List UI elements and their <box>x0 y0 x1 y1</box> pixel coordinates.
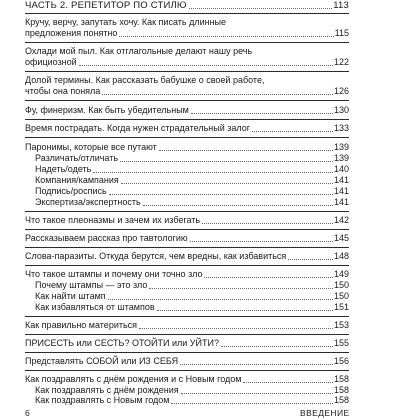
leader-dots <box>189 8 333 9</box>
leader-dots <box>159 150 333 151</box>
leader-dots <box>108 299 333 300</box>
toc-entry-label: Что такое штампы и почему они точно зло <box>25 269 203 279</box>
toc-entry-label-cont: предложения понятно <box>25 28 118 38</box>
running-footer: ВВЕДЕНИЕ <box>300 408 350 418</box>
toc-entry-label: Кручу, верчу, запутать хочу. Как писать длинные <box>25 17 227 27</box>
toc-entry-label: Рассказываем рассказ про тавтологию <box>25 233 188 243</box>
toc-page-number: 141 <box>333 197 349 207</box>
toc-page-number: 151 <box>333 302 349 312</box>
toc-entry-label: Как поздравлять с днём рождения и с Новым годом <box>25 374 242 384</box>
entry-divider <box>25 316 349 317</box>
toc-page-number: 145 <box>333 233 349 243</box>
page-number: 6 <box>25 408 30 418</box>
leader-dots <box>288 259 333 260</box>
leader-dots <box>221 346 333 347</box>
toc-entry-label: Слова-паразиты. Откуда берутся, чем вредны, как избавиться <box>25 251 287 261</box>
leader-dots <box>190 241 333 242</box>
leader-dots <box>121 183 333 184</box>
entry-divider <box>25 352 349 353</box>
entry-divider <box>25 42 349 43</box>
leader-dots <box>120 161 333 162</box>
toc-entry-label: Как правильно материться <box>25 320 138 330</box>
toc-entry-label: Надеть/одеть <box>35 164 92 174</box>
toc-entry <box>25 320 349 331</box>
toc-entry <box>25 142 349 153</box>
toc-entry <box>25 123 349 134</box>
toc-subentry <box>25 395 349 406</box>
leader-dots <box>102 94 333 95</box>
toc-page-number: 126 <box>333 86 349 96</box>
toc-page-number: 148 <box>333 251 349 261</box>
toc-entry <box>25 75 349 97</box>
toc-entry-label: Охлади мой пыл. Как отглагольные делают нашу речь <box>25 46 253 56</box>
toc-page-number: 155 <box>333 338 349 348</box>
toc-page-number: 150 <box>333 280 349 290</box>
toc-entry-label: Время пострадать. Когда нужен страдательный залог <box>25 123 251 133</box>
toc-page-number: 141 <box>333 175 349 185</box>
toc-page-number: 139 <box>333 142 349 152</box>
leader-dots <box>143 205 333 206</box>
leader-dots <box>181 393 333 394</box>
toc-entry <box>25 251 349 262</box>
toc-subentry <box>25 197 349 208</box>
toc-subentry <box>25 280 349 291</box>
toc-entry <box>25 374 349 385</box>
toc-entry-label: Как избавляться от штампов <box>35 302 155 312</box>
leader-dots <box>109 194 333 195</box>
entry-divider <box>25 71 349 72</box>
leader-dots <box>204 277 333 278</box>
toc-page-number: 115 <box>334 28 349 38</box>
toc-entry <box>25 233 349 244</box>
toc-page-number: 153 <box>333 320 349 330</box>
toc-page-number: 141 <box>333 186 349 196</box>
toc-entry <box>25 46 349 68</box>
toc-entry-label: Что такое плеоназмы и зачем их избегать <box>25 215 201 225</box>
toc-subentry <box>25 302 349 313</box>
toc-page-number: 158 <box>333 385 349 395</box>
toc-page-number: 156 <box>333 356 349 366</box>
toc-entry-label: Различать/отличать <box>35 153 119 163</box>
entry-divider <box>25 211 349 212</box>
toc-entry-label: Почему штампы — это зло <box>35 280 148 290</box>
toc-subentry <box>25 164 349 175</box>
toc-entry <box>25 105 349 116</box>
toc-subentry <box>25 175 349 186</box>
toc-entry-label: Долой термины. Как рассказать бабушке о своей работе, <box>25 75 265 85</box>
leader-dots <box>139 328 333 329</box>
leader-dots <box>171 403 333 404</box>
entry-divider <box>25 247 349 248</box>
entry-divider <box>25 334 349 335</box>
entry-divider <box>25 137 349 138</box>
toc-entry-label: Фу, финеризм. Как быть убедительным <box>25 105 189 115</box>
leader-dots <box>252 131 333 132</box>
toc-page-number: 142 <box>333 215 349 225</box>
toc-page-number: 130 <box>333 105 349 115</box>
toc-entry-label: Представлять СОБОЙ или ИЗ СЕБЯ <box>25 356 179 366</box>
toc-page-number: 158 <box>333 395 349 405</box>
toc-entry <box>25 269 349 280</box>
toc-page-number: 158 <box>333 374 349 384</box>
toc-entry-label-cont: официозной <box>25 57 77 67</box>
toc-page-number: 133 <box>333 123 349 133</box>
leader-dots <box>119 36 333 37</box>
toc-entry-label: Паронимы, которые все путают <box>25 142 157 152</box>
entry-divider <box>25 119 349 120</box>
toc-page-number: 113 <box>333 0 349 11</box>
toc-page-number: 150 <box>333 291 349 301</box>
toc-chapter-label: ЧАСТЬ 2. РЕПЕТИТОР ПО СТИЛЮ <box>25 0 187 11</box>
leader-dots <box>180 364 333 365</box>
toc-subentry <box>25 153 349 164</box>
chapter-divider <box>25 13 349 14</box>
leader-dots <box>191 113 333 114</box>
entry-divider <box>25 370 349 371</box>
toc-entry <box>25 215 349 226</box>
leader-dots <box>149 288 333 289</box>
leader-dots <box>243 382 333 383</box>
toc-entry <box>25 17 349 39</box>
toc-page-number: 139 <box>333 153 349 163</box>
toc-entry-label: Как поздравлять с Новым годом <box>35 395 170 405</box>
leader-dots <box>157 310 333 311</box>
toc-entry-label: Компания/кампания <box>35 175 119 185</box>
toc-subentry <box>25 291 349 302</box>
toc-entry-label: Как найти штамп <box>35 291 106 301</box>
toc-entry-label: Подпись/роспись <box>35 186 107 196</box>
toc-subentry <box>25 186 349 197</box>
toc-entry-label: ПРИСЕСТЬ или СЕСТЬ? ОТОЙТИ или УЙТИ? <box>25 338 219 348</box>
toc-page-number: 140 <box>333 164 349 174</box>
entry-divider <box>25 229 349 230</box>
toc-page-number: 122 <box>333 57 349 67</box>
toc-entry-label: Экспертиза/экспертность <box>35 197 141 207</box>
toc-page-number: 149 <box>333 269 349 279</box>
toc-entry <box>25 356 349 367</box>
leader-dots <box>93 172 333 173</box>
entry-divider <box>25 265 349 266</box>
toc-entry-label-cont: чтобы она поняла <box>25 86 101 96</box>
leader-dots <box>79 65 333 66</box>
entry-divider <box>25 100 349 101</box>
toc-chapter-2 <box>25 0 349 11</box>
toc-entry-label: Как поздравлять с днём рождения <box>35 385 179 395</box>
leader-dots <box>202 223 333 224</box>
toc-entry <box>25 338 349 349</box>
